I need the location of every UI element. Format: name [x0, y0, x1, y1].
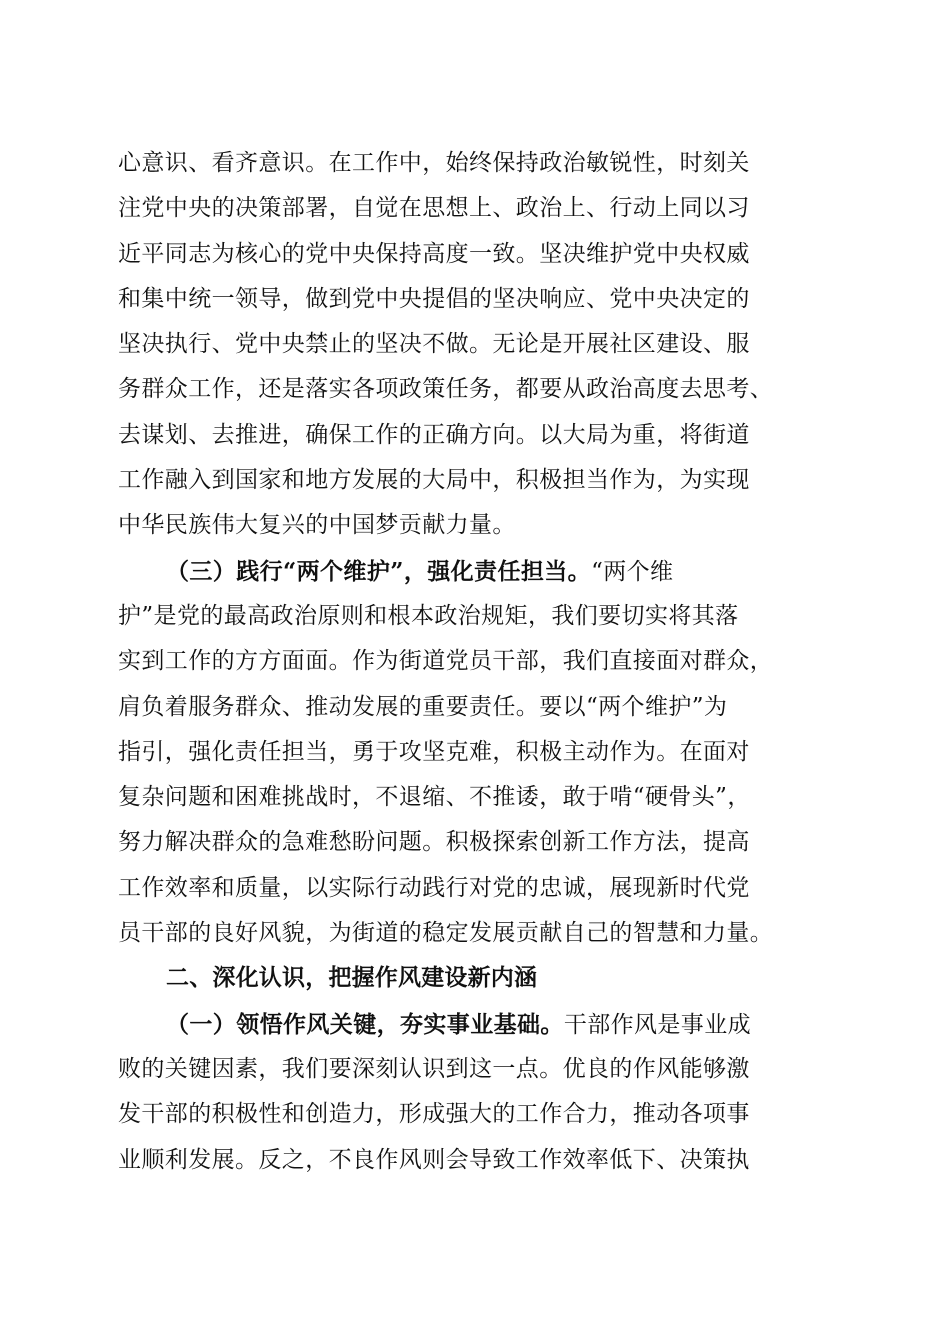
text-line: 务群众工作，还是落实各项政策任务，都要从政治高度去思考、	[118, 376, 774, 403]
text-line: 坚决执行、党中央禁止的坚决不做。无论是开展社区建设、服	[118, 331, 750, 358]
text-line: 发干部的积极性和创造力，形成强大的工作合力，推动各项事	[118, 1101, 750, 1128]
section-1-heading: （一）领悟作风关键，夯实事业基础。	[166, 1010, 564, 1038]
text-line: 复杂问题和困难挑战时，不退缩、不推诿，敢于啃“硬骨头”，	[118, 784, 751, 811]
text-line: 近平同志为核心的党中央保持高度一致。坚决维护党中央权威	[118, 240, 750, 267]
text-line: 实到工作的方方面面。作为街道党员干部，我们直接面对群众，	[118, 648, 774, 675]
section-1-first-text: 干部作风是事业成	[563, 1011, 752, 1038]
text-line: 努力解决群众的急难愁盼问题。积极探索创新工作方法，提高	[118, 829, 750, 856]
text-line: 工作效率和质量，以实际行动践行对党的忠诚，展现新时代党	[118, 874, 750, 901]
text-line: 心意识、看齐意识。在工作中，始终保持政治敏锐性，时刻关	[118, 150, 750, 176]
text-line: 护”是党的最高政治原则和根本政治规矩，我们要切实将其落	[118, 602, 739, 629]
text-line: 中华民族伟大复兴的中国梦贡献力量。	[118, 512, 516, 539]
text-line: 和集中统一领导，做到党中央提倡的坚决响应、党中央决定的	[118, 285, 750, 312]
text-line: 员干部的良好风貌，为街道的稳定发展贡献自己的智慧和力量。	[118, 920, 774, 947]
part-2-heading: 二、深化认识，把握作风建设新内涵	[166, 965, 538, 992]
section-3-first-text: “两个维	[591, 558, 674, 585]
text-line: 肩负着服务群众、推动发展的重要责任。要以“两个维护”为	[118, 693, 728, 720]
text-line: 去谋划、去推进，确保工作的正确方向。以大局为重，将街道	[118, 421, 750, 448]
text-line: 败的关键因素，我们要深刻认识到这一点。优良的作风能够激	[118, 1055, 750, 1082]
text-line: 注党中央的决策部署，自觉在思想上、政治上、行动上同以习	[118, 195, 750, 222]
text-line: 业顺利发展。反之，不良作风则会导致工作效率低下、决策执	[118, 1146, 750, 1173]
section-3-first-line	[118, 549, 838, 594]
text-line: 工作融入到国家和地方发展的大局中，积极担当作为，为实现	[118, 467, 750, 494]
section-3-heading: （三）践行“两个维护”，强化责任担当。	[166, 557, 592, 585]
document-body	[118, 141, 838, 1183]
section-1-first-line	[118, 1002, 838, 1047]
text-line: 指引，强化责任担当，勇于攻坚克难，积极主动作为。在面对	[118, 738, 750, 765]
